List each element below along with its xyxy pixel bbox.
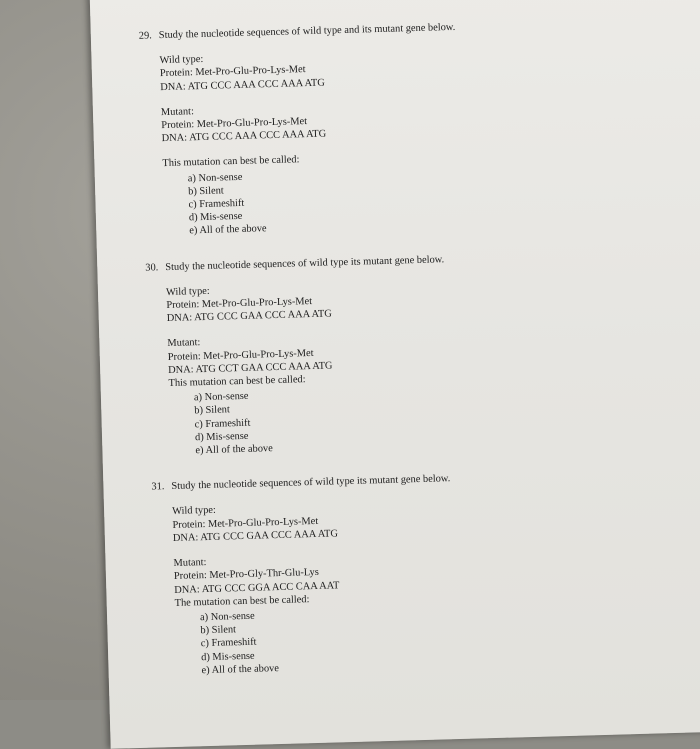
wild-type-label: Wild type: bbox=[159, 54, 204, 67]
mutant-dna: DNA: ATG CCC AAA CCC AAA ATG bbox=[161, 128, 327, 145]
question-number: 30. bbox=[145, 261, 159, 274]
wild-type-dna: DNA: ATG CCC GAA CCC AAA ATG bbox=[172, 528, 339, 544]
option-a: a) Non-sense bbox=[193, 391, 249, 404]
wild-type-dna: DNA: ATG CCC GAA CCC AAA ATG bbox=[166, 308, 332, 325]
mutant-protein: Protein: Met-Pro-Glu-Pro-Lys-Met bbox=[161, 116, 308, 132]
wild-type-label: Wild type: bbox=[165, 285, 210, 298]
mutant-block bbox=[173, 543, 676, 678]
option-d: d) Mis-sense bbox=[194, 430, 249, 444]
question-30 bbox=[145, 247, 670, 459]
option-b: b) Silent bbox=[188, 185, 224, 198]
mutant-dna: DNA: ATG CCT GAA CCC AAA ATG bbox=[168, 360, 333, 376]
option-c: c) Frameshift bbox=[188, 197, 245, 211]
option-a: a) Non-sense bbox=[199, 610, 255, 624]
option-a: a) Non-sense bbox=[187, 171, 243, 185]
question-31 bbox=[151, 466, 676, 678]
answer-options bbox=[194, 378, 671, 457]
option-b: b) Silent bbox=[194, 404, 230, 417]
mutant-label: Mutant: bbox=[160, 106, 195, 118]
wild-type-protein: Protein: Met-Pro-Glu-Pro-Lys-Met bbox=[172, 515, 319, 531]
worksheet-content bbox=[139, 15, 677, 690]
option-c: c) Frameshift bbox=[200, 636, 257, 650]
answer-options bbox=[200, 598, 677, 677]
question-line: This mutation can best be called: bbox=[168, 374, 306, 390]
paper-sheet bbox=[90, 0, 700, 749]
question-line: The mutation can best be called: bbox=[174, 593, 310, 609]
wild-type-dna: DNA: ATG CCC AAA CCC AAA ATG bbox=[160, 77, 325, 93]
option-e: e) All of the above bbox=[195, 443, 273, 457]
wild-type-protein: Protein: Met-Pro-Glu-Pro-Lys-Met bbox=[159, 64, 306, 80]
option-c: c) Frameshift bbox=[194, 417, 251, 430]
question-prompt: Study the nucleotide sequences of wild type its mutant gene below. bbox=[165, 253, 445, 273]
option-d: d) Mis-sense bbox=[188, 211, 243, 224]
wild-type-label: Wild type: bbox=[171, 505, 217, 518]
mutant-protein: Protein: Met-Pro-Gly-Thr-Glu-Lys bbox=[173, 567, 320, 583]
option-e: e) All of the above bbox=[201, 662, 280, 676]
mutant-dna: DNA: ATG CCC GGA ACC CAA AAT bbox=[174, 579, 340, 596]
option-b: b) Silent bbox=[200, 624, 237, 637]
question-prompt: Study the nucleotide sequences of wild type and its mutant gene below. bbox=[158, 21, 456, 42]
question-number: 29. bbox=[138, 30, 152, 42]
mutant-protein: Protein: Met-Pro-Glu-Pro-Lys-Met bbox=[167, 347, 314, 363]
wild-type-protein: Protein: Met-Pro-Glu-Pro-Lys-Met bbox=[166, 296, 313, 312]
mutant-label: Mutant: bbox=[173, 557, 207, 570]
mutant-block bbox=[167, 324, 670, 459]
option-e: e) All of the above bbox=[189, 223, 267, 237]
question-prompt: Study the nucleotide sequences of wild type its mutant gene below. bbox=[171, 473, 451, 493]
question-line: This mutation can best be called: bbox=[162, 154, 300, 170]
mutant-label: Mutant: bbox=[167, 337, 201, 350]
answer-options bbox=[188, 159, 665, 238]
question-29 bbox=[139, 15, 665, 239]
question-number: 31. bbox=[151, 481, 165, 493]
option-d: d) Mis-sense bbox=[201, 650, 255, 663]
